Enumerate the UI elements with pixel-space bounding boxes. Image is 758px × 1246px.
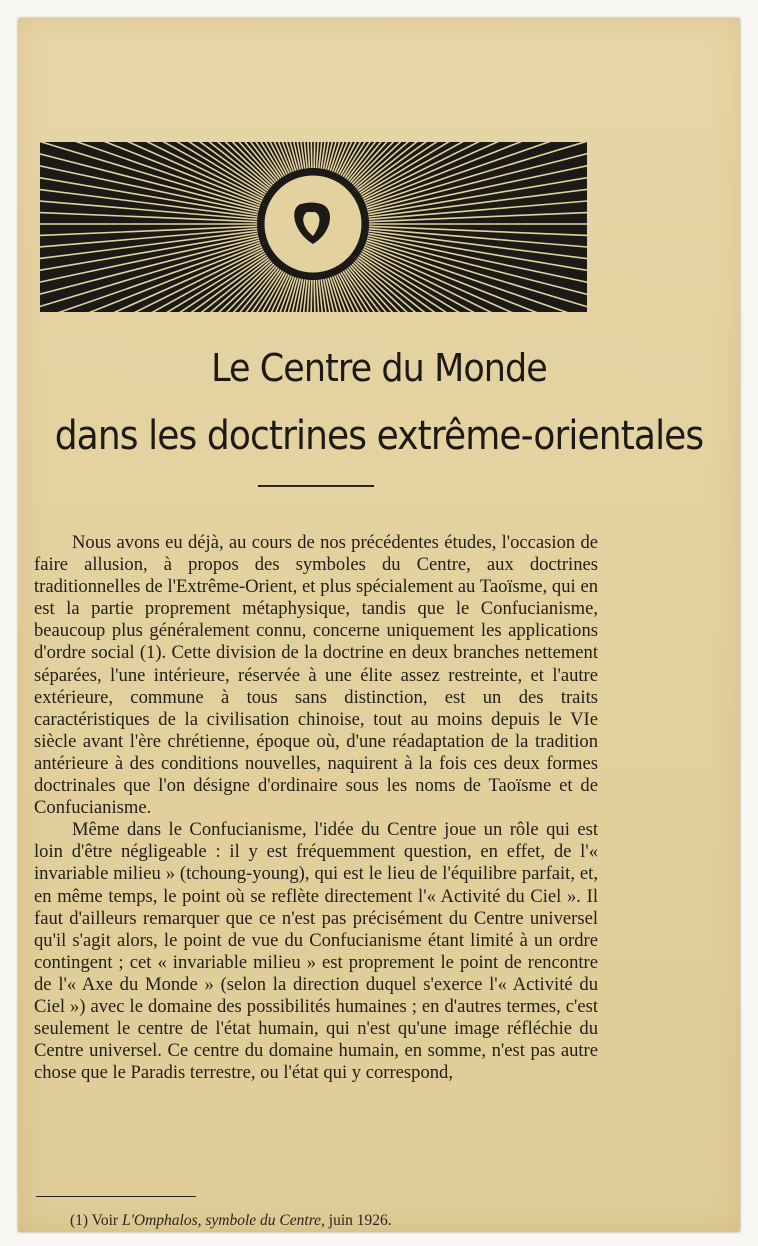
paragraph-2: Même dans le Confucianisme, l'idée du Centre joue un rôle qui est loin d'être négligeable : il y est fréquemment question, en effet, de l'« invariable milieu » (tchoung-young), qui est le lieu de l'équilibre parfait, et, en même temps, le point où se reflète directement l'« Activité du Ciel ». Il faut d'ailleurs remarquer que ce n'est pas précisément du Centre universel qu'il s'agit alors, le point de vue du Confucianisme étant limité à un ordre contingent ; cet « invariable milieu » est proprement le point de rencontre de l'« Axe du Monde » (selon la direction duquel s'exerce l'« Activité du Ciel ») avec le domaine des possibilités humaines ; en d'autres termes, c'est seulement le centre de l'état humain, qui n'est qu'une image réfléchie du Centre universel. Ce centre du domaine humain, en somme, n'est pas autre chose que le Paradis terrestre, ou l'état qui y correspond, xyxy=(34,819,598,1084)
sunburst-heart-ornament xyxy=(40,142,587,312)
body-text xyxy=(34,532,598,1084)
title-line-2: dans les doctrines extrême-orientales xyxy=(54,413,704,459)
footnote-divider xyxy=(36,1196,196,1197)
footnote-suffix: , juin 1926. xyxy=(321,1212,392,1229)
footnote-title: L'Omphalos, symbole du Centre xyxy=(121,1212,322,1229)
footnote-prefix: (1) Voir xyxy=(70,1212,119,1229)
footnote xyxy=(70,1212,570,1230)
title-line-1: Le Centre du Monde xyxy=(211,346,547,390)
paragraph-1: Nous avons eu déjà, au cours de nos précédentes études, l'occasion de faire allusion, à propos des symboles du Centre, aux doctrines traditionnelles de l'Extrême-Orient, et plus spécialement au Taoïsme, qui en est la partie proprement métaphysique, tandis que le Confucianisme, beaucoup plus généralement connu, concerne uniquement les applications d'ordre social (1). Cette division de la doctrine en deux branches nettement séparées, l'une intérieure, réservée à une élite assez restreinte, et l'autre extérieure, commune à tous sans distinction, est un des traits caractéristiques de la civilisation chinoise, tout au moins depuis le VIe siècle avant l'ère chrétienne, époque où, d'une réadaptation de la tradition antérieure à des conditions nouvelles, naquirent à la fois ces deux formes doctrinales que l'on désigne d'ordinaire sous les noms de Taoïsme et de Confucianisme. xyxy=(34,532,598,819)
title-divider xyxy=(258,485,374,487)
